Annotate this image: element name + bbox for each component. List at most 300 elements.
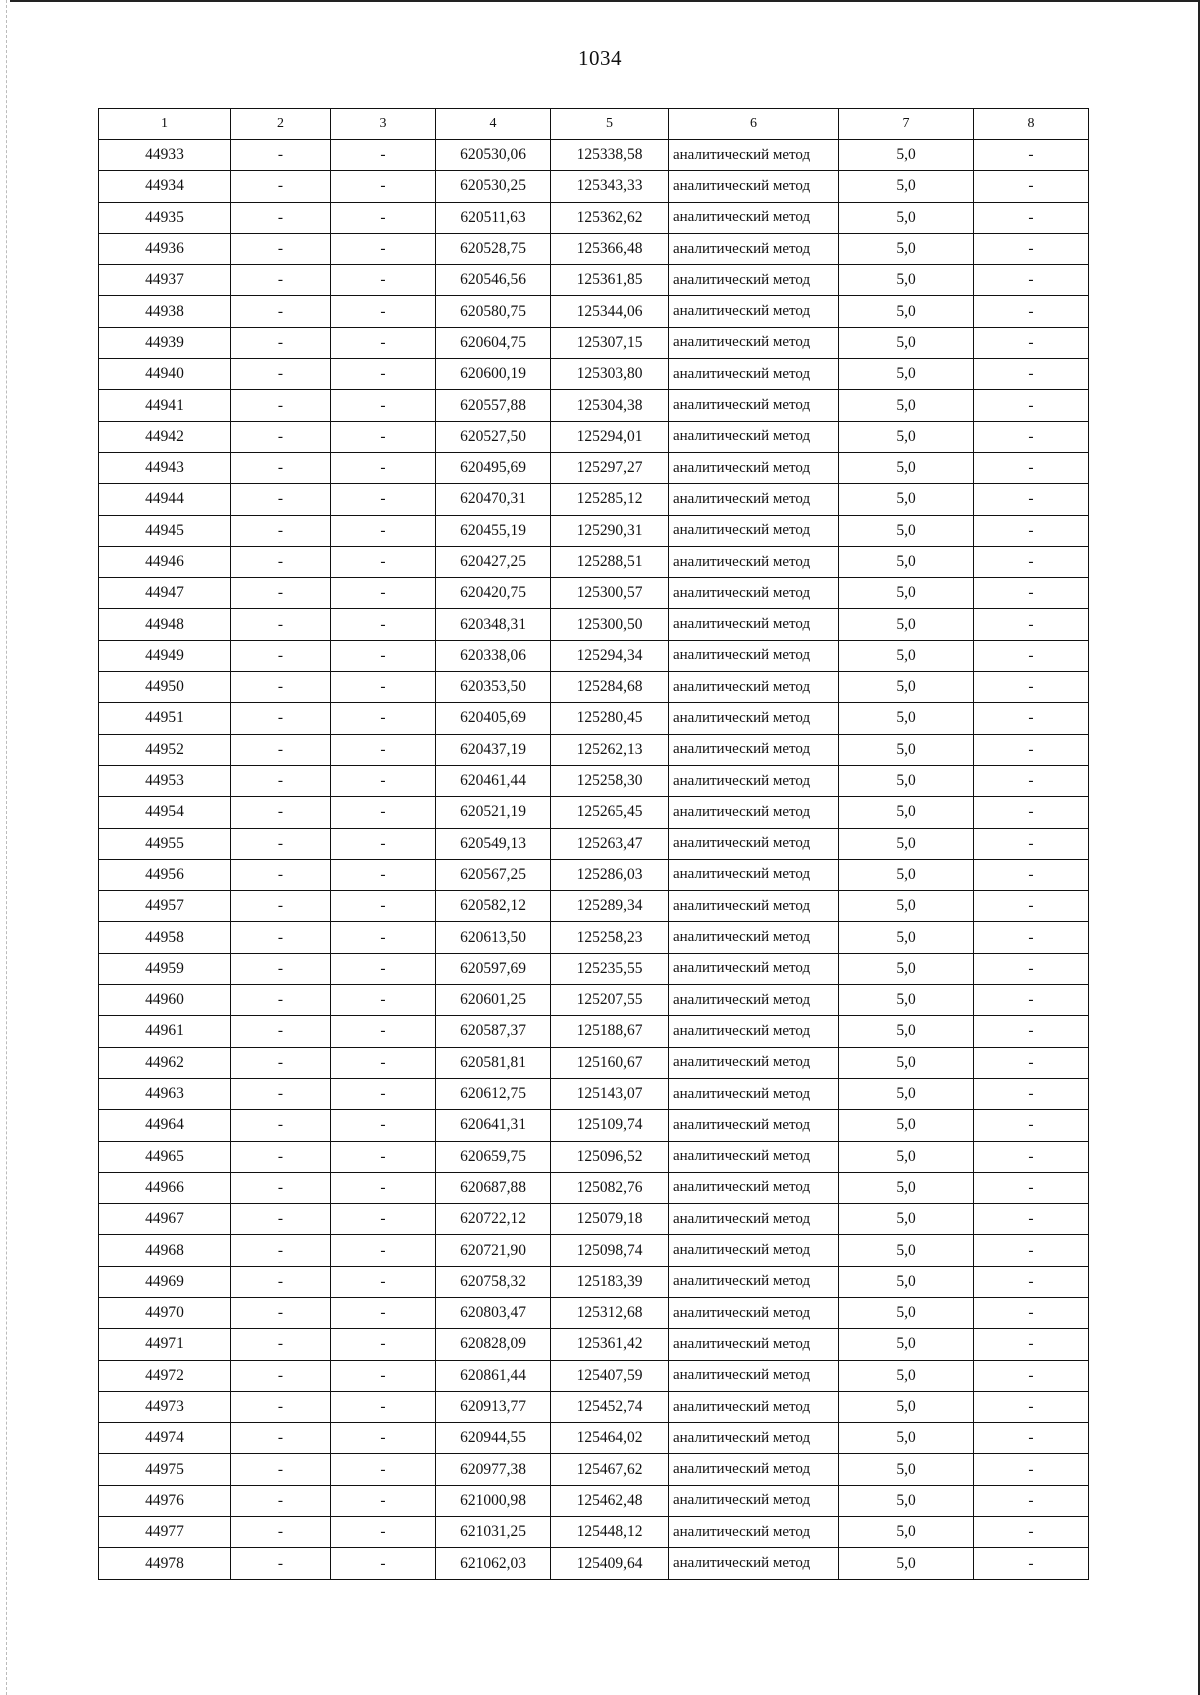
table-cell: - [231,1360,331,1391]
column-header: 2 [231,109,331,140]
table-cell: 620861,44 [436,1360,551,1391]
table-cell: 44947 [99,578,231,609]
table-cell: 44971 [99,1329,231,1360]
table-cell: - [331,672,436,703]
table-cell: 44963 [99,1078,231,1109]
table-cell: 44959 [99,953,231,984]
table-cell: 620582,12 [436,891,551,922]
table-cell: - [331,1047,436,1078]
method-cell: аналитический метод [669,1548,839,1579]
table-cell: - [331,1548,436,1579]
table-cell: 5,0 [839,484,974,515]
table-cell: 620549,13 [436,828,551,859]
table-cell: - [974,1172,1089,1203]
method-cell: аналитический метод [669,421,839,452]
table-cell: - [331,359,436,390]
table-cell: - [231,1047,331,1078]
method-cell: аналитический метод [669,1423,839,1454]
table-cell: 44962 [99,1047,231,1078]
table-cell: - [231,233,331,264]
table-row [99,202,1089,233]
table-cell: - [974,922,1089,953]
method-cell: аналитический метод [669,703,839,734]
table-cell: - [331,140,436,171]
table-cell: 125258,23 [551,922,669,953]
table-cell: - [331,1454,436,1485]
table-cell: 620527,50 [436,421,551,452]
table-cell: - [974,546,1089,577]
table-cell: - [331,390,436,421]
table-cell: 620580,75 [436,296,551,327]
table-cell: 5,0 [839,171,974,202]
table-cell: 44939 [99,327,231,358]
table-cell: 44948 [99,609,231,640]
table-cell: - [231,734,331,765]
column-header: 5 [551,109,669,140]
table-cell: - [974,765,1089,796]
method-cell: аналитический метод [669,265,839,296]
method-cell: аналитический метод [669,452,839,483]
table-cell: - [331,1141,436,1172]
table-cell: - [231,1204,331,1235]
method-cell: аналитический метод [669,359,839,390]
table-cell: 5,0 [839,578,974,609]
table-cell: 620511,63 [436,202,551,233]
table-cell: 44978 [99,1548,231,1579]
table-row [99,765,1089,796]
table-row [99,1485,1089,1516]
table-cell: 620530,06 [436,140,551,171]
table-cell: 44977 [99,1517,231,1548]
table-row [99,1423,1089,1454]
table-cell: 125300,50 [551,609,669,640]
table-cell: - [331,640,436,671]
table-cell: 125307,15 [551,327,669,358]
method-cell: аналитический метод [669,1297,839,1328]
table-cell: - [231,1297,331,1328]
method-cell: аналитический метод [669,609,839,640]
method-cell: аналитический метод [669,891,839,922]
table-cell: 44952 [99,734,231,765]
table-cell: 620977,38 [436,1454,551,1485]
table-row [99,1454,1089,1485]
table-cell: - [331,765,436,796]
column-header: 3 [331,109,436,140]
table-cell: - [331,1016,436,1047]
table-cell: 620581,81 [436,1047,551,1078]
table-cell: 620470,31 [436,484,551,515]
table-row [99,515,1089,546]
table-cell: 125303,80 [551,359,669,390]
table-cell: 44955 [99,828,231,859]
table-cell: 620828,09 [436,1329,551,1360]
table-cell: - [231,327,331,358]
table-cell: 125265,45 [551,797,669,828]
method-cell: аналитический метод [669,327,839,358]
table-header-row [99,109,1089,140]
table-row [99,891,1089,922]
table-cell: - [231,1172,331,1203]
table-cell: - [974,1391,1089,1422]
table-cell: 44965 [99,1141,231,1172]
table-row [99,1110,1089,1141]
table-cell: 620722,12 [436,1204,551,1235]
table-row [99,985,1089,1016]
table-cell: - [974,233,1089,264]
table-cell: 620604,75 [436,327,551,358]
table-cell: 620687,88 [436,1172,551,1203]
table-cell: - [331,1423,436,1454]
table-cell: 5,0 [839,1485,974,1516]
table-cell: 5,0 [839,1141,974,1172]
table-cell: - [974,828,1089,859]
method-cell: аналитический метод [669,828,839,859]
method-cell: аналитический метод [669,859,839,890]
table-cell: 125467,62 [551,1454,669,1485]
method-cell: аналитический метод [669,1360,839,1391]
table-cell: 44966 [99,1172,231,1203]
table-row [99,421,1089,452]
table-cell: 125258,30 [551,765,669,796]
method-cell: аналитический метод [669,734,839,765]
table-row [99,1047,1089,1078]
table-cell: 5,0 [839,1016,974,1047]
table-cell: - [974,1454,1089,1485]
table-cell: 5,0 [839,359,974,390]
table-cell: 5,0 [839,1235,974,1266]
method-cell: аналитический метод [669,1329,839,1360]
table-cell: - [331,1204,436,1235]
table-cell: 125098,74 [551,1235,669,1266]
table-cell: - [331,828,436,859]
method-cell: аналитический метод [669,1485,839,1516]
table-cell: - [231,703,331,734]
table-cell: - [331,1235,436,1266]
table-cell: 620455,19 [436,515,551,546]
table-cell: - [331,265,436,296]
table-cell: - [231,1454,331,1485]
table-cell: 125263,47 [551,828,669,859]
table-cell: 5,0 [839,1454,974,1485]
table-cell: 125109,74 [551,1110,669,1141]
table-cell: 5,0 [839,1517,974,1548]
table-cell: - [974,1047,1089,1078]
table-cell: 5,0 [839,140,974,171]
table-row [99,1141,1089,1172]
table-cell: - [974,1297,1089,1328]
table-cell: - [974,953,1089,984]
table-cell: 620546,56 [436,265,551,296]
table-cell: - [231,1517,331,1548]
table-cell: 44976 [99,1485,231,1516]
table-cell: 5,0 [839,296,974,327]
table-cell: - [331,922,436,953]
table-cell: - [331,546,436,577]
table-cell: 620659,75 [436,1141,551,1172]
table-cell: 44954 [99,797,231,828]
table-cell: - [331,1297,436,1328]
table-cell: 5,0 [839,452,974,483]
table-cell: 125407,59 [551,1360,669,1391]
table-cell: - [331,1078,436,1109]
method-cell: аналитический метод [669,233,839,264]
table-cell: - [331,734,436,765]
table-cell: - [231,1266,331,1297]
table-cell: - [231,828,331,859]
table-cell: 620528,75 [436,233,551,264]
table-cell: - [231,1016,331,1047]
table-cell: 5,0 [839,546,974,577]
table-cell: 125462,48 [551,1485,669,1516]
table-cell: 125312,68 [551,1297,669,1328]
table-cell: 125160,67 [551,1047,669,1078]
method-cell: аналитический метод [669,1454,839,1485]
table-cell: - [331,1266,436,1297]
table-cell: - [974,515,1089,546]
method-cell: аналитический метод [669,1517,839,1548]
method-cell: аналитический метод [669,296,839,327]
table-cell: 5,0 [839,421,974,452]
table-cell: 5,0 [839,1266,974,1297]
table-cell: 5,0 [839,202,974,233]
table-cell: 44941 [99,390,231,421]
table-cell: - [231,578,331,609]
table-row [99,1548,1089,1579]
table-cell: - [331,1329,436,1360]
table-cell: 44937 [99,265,231,296]
table-cell: 44935 [99,202,231,233]
table-cell: - [974,1548,1089,1579]
table-cell: 5,0 [839,953,974,984]
table-cell: 125448,12 [551,1517,669,1548]
table-cell: 5,0 [839,1360,974,1391]
table-cell: 44964 [99,1110,231,1141]
table-cell: 44945 [99,515,231,546]
table-row [99,609,1089,640]
table-cell: 5,0 [839,985,974,1016]
table-row [99,1329,1089,1360]
table-cell: 44944 [99,484,231,515]
table-cell: - [231,1485,331,1516]
table-cell: 5,0 [839,265,974,296]
table-cell: - [331,171,436,202]
table-cell: 5,0 [839,891,974,922]
table-cell: - [231,265,331,296]
table-cell: 44969 [99,1266,231,1297]
column-header: 1 [99,109,231,140]
method-cell: аналитический метод [669,953,839,984]
table-cell: - [231,171,331,202]
column-header: 8 [974,109,1089,140]
table-row [99,1517,1089,1548]
method-cell: аналитический метод [669,765,839,796]
table-cell: 620721,90 [436,1235,551,1266]
table-cell: 620557,88 [436,390,551,421]
table-cell: 620567,25 [436,859,551,890]
table-cell: - [331,609,436,640]
table-cell: - [974,1078,1089,1109]
table-cell: - [974,265,1089,296]
method-cell: аналитический метод [669,515,839,546]
table-cell: - [974,327,1089,358]
table-cell: 125235,55 [551,953,669,984]
table-cell: - [331,797,436,828]
table-row [99,1360,1089,1391]
table-cell: - [331,891,436,922]
table-row [99,233,1089,264]
table-cell: 125361,42 [551,1329,669,1360]
table-cell: 125304,38 [551,390,669,421]
table-cell: 44974 [99,1423,231,1454]
table-row [99,546,1089,577]
table-cell: - [331,1110,436,1141]
method-cell: аналитический метод [669,1204,839,1235]
table-cell: 125096,52 [551,1141,669,1172]
table-row [99,1235,1089,1266]
method-cell: аналитический метод [669,1172,839,1203]
table-cell: - [331,1485,436,1516]
method-cell: аналитический метод [669,640,839,671]
table-cell: - [231,797,331,828]
table-cell: - [331,202,436,233]
table-cell: - [974,452,1089,483]
method-cell: аналитический метод [669,672,839,703]
table-cell: 5,0 [839,765,974,796]
table-row [99,265,1089,296]
method-cell: аналитический метод [669,390,839,421]
table-cell: - [231,1078,331,1109]
table-cell: - [231,1423,331,1454]
table-body [99,140,1089,1580]
table-cell: 5,0 [839,1423,974,1454]
table-row [99,859,1089,890]
table-cell: - [974,1266,1089,1297]
table-cell: 620495,69 [436,452,551,483]
table-cell: 44956 [99,859,231,890]
method-cell: аналитический метод [669,578,839,609]
table-row [99,797,1089,828]
table-cell: 5,0 [839,734,974,765]
table-cell: - [231,672,331,703]
table-cell: 44949 [99,640,231,671]
table-cell: 5,0 [839,703,974,734]
column-header: 6 [669,109,839,140]
method-cell: аналитический метод [669,484,839,515]
table-cell: - [331,233,436,264]
table-cell: 5,0 [839,390,974,421]
table-row [99,734,1089,765]
table-cell: - [231,1110,331,1141]
table-cell: 620597,69 [436,953,551,984]
table-cell: - [231,891,331,922]
table-row [99,1016,1089,1047]
table-cell: - [331,327,436,358]
table-cell: - [974,609,1089,640]
table-cell: - [231,421,331,452]
table-cell: - [231,922,331,953]
table-cell: - [231,1141,331,1172]
table-cell: 620437,19 [436,734,551,765]
table-cell: 621031,25 [436,1517,551,1548]
method-cell: аналитический метод [669,1235,839,1266]
table-cell: - [974,578,1089,609]
table-cell: 125452,74 [551,1391,669,1422]
table-cell: - [231,1391,331,1422]
table-cell: 5,0 [839,640,974,671]
table-cell: - [974,1517,1089,1548]
table-cell: - [974,1204,1089,1235]
table-cell: - [974,891,1089,922]
table-cell: - [331,578,436,609]
table-cell: - [974,672,1089,703]
table-cell: - [231,859,331,890]
table-cell: 620420,75 [436,578,551,609]
table-cell: 125280,45 [551,703,669,734]
table-cell: 5,0 [839,797,974,828]
table-row [99,390,1089,421]
method-cell: аналитический метод [669,1110,839,1141]
table-cell: 44938 [99,296,231,327]
table-cell: 5,0 [839,1297,974,1328]
table-cell: 5,0 [839,1047,974,1078]
table-cell: 44940 [99,359,231,390]
page-border-top [10,0,1200,2]
table-cell: 125300,57 [551,578,669,609]
table-cell: 5,0 [839,1172,974,1203]
table-cell: - [331,1172,436,1203]
table-row [99,171,1089,202]
table-cell: - [974,202,1089,233]
table-cell: - [231,1329,331,1360]
table-cell: 125294,34 [551,640,669,671]
table-cell: 5,0 [839,1391,974,1422]
table-cell: 5,0 [839,672,974,703]
table-cell: 125207,55 [551,985,669,1016]
table-cell: 620641,31 [436,1110,551,1141]
method-cell: аналитический метод [669,1016,839,1047]
table-cell: 44950 [99,672,231,703]
table-row [99,140,1089,171]
table-cell: 125188,67 [551,1016,669,1047]
table-cell: 125079,18 [551,1204,669,1235]
table-row [99,1391,1089,1422]
table-cell: - [974,421,1089,452]
table-cell: 620613,50 [436,922,551,953]
table-cell: 125285,12 [551,484,669,515]
table-row [99,640,1089,671]
table-cell: 44961 [99,1016,231,1047]
table-cell: - [974,1110,1089,1141]
table-cell: 125290,31 [551,515,669,546]
method-cell: аналитический метод [669,1078,839,1109]
table-cell: 620353,50 [436,672,551,703]
table-cell: - [331,1360,436,1391]
table-cell: - [331,484,436,515]
method-cell: аналитический метод [669,1266,839,1297]
table-cell: - [231,359,331,390]
table-row [99,296,1089,327]
table-cell: - [974,1360,1089,1391]
table-cell: - [231,1235,331,1266]
table-cell: 620461,44 [436,765,551,796]
table-cell: - [974,985,1089,1016]
table-row [99,703,1089,734]
table-cell: 5,0 [839,233,974,264]
table-cell: 125361,85 [551,265,669,296]
table-cell: - [974,484,1089,515]
table-cell: 44953 [99,765,231,796]
table-cell: - [231,140,331,171]
